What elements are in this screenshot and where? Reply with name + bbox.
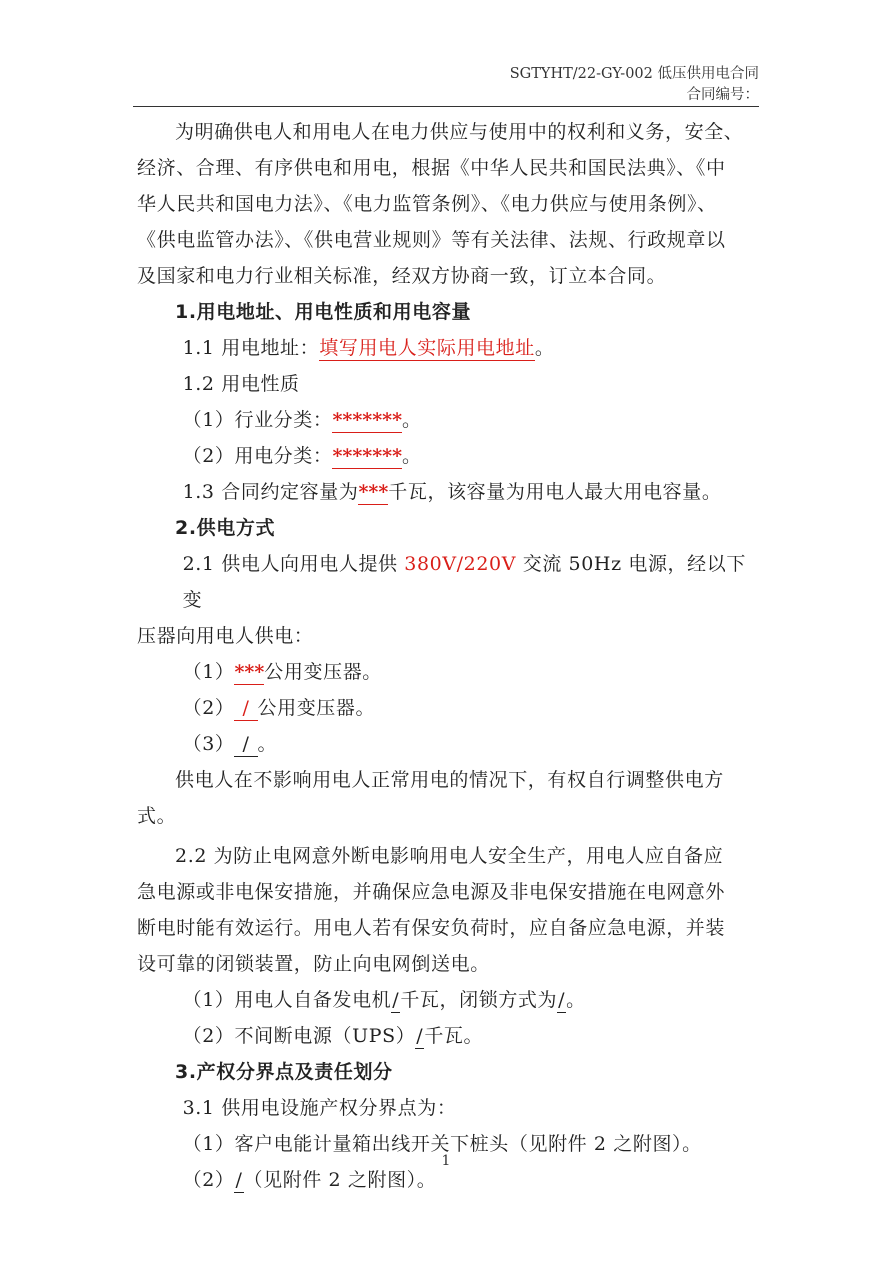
clause-2-1-text-a: 2.1 供电人向用电人提供 (182, 553, 405, 575)
address-field[interactable]: 填写用电人实际用电地址 (319, 337, 535, 359)
clause-2-1-cont: 压器向用电人供电： (137, 625, 314, 647)
transformer-2 (137, 690, 759, 726)
boundary-point-2-text: （见附件 2 之附图）。 (243, 1169, 437, 1191)
boundary-point-1: （1）客户电能计量箱出线开关下桩头（见附件 2 之附图）。 (182, 1133, 702, 1155)
capacity-field[interactable]: *** (358, 481, 389, 503)
clause-2-1-text-b: 交流 50Hz 电源，经以下变 (182, 553, 746, 611)
clause-1-1-end: 。 (534, 337, 555, 359)
transformer-2-text: 公用变压器。 (257, 697, 376, 719)
header-rule (133, 106, 759, 107)
section-2-heading: 2.供电方式 (175, 517, 276, 539)
ups-capacity-field[interactable]: / (416, 1025, 424, 1047)
clause-2-2-line-3: 断电时能有效运行。用电人若有保安负荷时，应自备应急电源，并装 (137, 917, 726, 939)
generator-capacity-field[interactable]: / (392, 989, 400, 1011)
document-header (510, 64, 759, 106)
transformer-1-field[interactable]: *** (234, 661, 265, 683)
boundary-point-2-field[interactable]: / (235, 1169, 243, 1191)
section-3-heading: 3.产权分界点及责任划分 (175, 1061, 393, 1083)
contract-title: SGTYHT/22-GY-002 低压供用电合同 (509, 66, 759, 82)
clause-1-2-1: （1）行业分类：*******。 (182, 409, 422, 431)
industry-label: （1）行业分类： (182, 409, 333, 431)
industry-field[interactable]: ******* (332, 409, 403, 431)
clause-3-1: 3.1 供用电设施产权分界点为： (182, 1097, 457, 1119)
clause-1-3-text-b: 千瓦，该容量为用电人最大用电容量。 (388, 481, 722, 503)
transformer-2-label: （2） (182, 697, 235, 719)
ups-text-b: 千瓦。 (424, 1025, 484, 1047)
intro-line-4: 《供电监管办法》、《供电营业规则》等有关法律、法规、行政规章以 (137, 229, 726, 251)
adjust-line-2: 式。 (137, 805, 177, 827)
lock-method-field[interactable]: / (558, 989, 566, 1011)
voltage-value: 380V/220V (404, 553, 517, 575)
clause-1-2: 1.2 用电性质 (182, 373, 300, 395)
clause-1-1 (137, 330, 759, 366)
intro-line-2: 经济、合理、有序供电和用电，根据《中华人民共和国民法典》、《中 (137, 157, 726, 179)
page-number: 1 (441, 1153, 451, 1169)
transformer-1 (137, 654, 759, 690)
transformer-3-field[interactable]: / (234, 733, 257, 757)
intro-line-3: 华人民共和国电力法》、《电力监管条例》、《电力供应与使用条例》、 (137, 193, 717, 215)
transformer-3 (137, 726, 759, 762)
generator-text-c: 。 (566, 989, 586, 1011)
clause-1-3-text-a: 1.3 合同约定容量为 (182, 481, 359, 503)
boundary-point-2-label: （2） (182, 1169, 235, 1191)
intro-line-1: 为明确供电人和用电人在电力供应与使用中的权利和义务，安全、 (175, 121, 744, 143)
clause-2-1 (137, 546, 759, 618)
usage-class-label: （2）用电分类： (182, 445, 333, 467)
transformer-3-label: （3） (182, 733, 235, 755)
generator-line (137, 982, 759, 1018)
clause-1-2-2: （2）用电分类：*******。 (182, 445, 422, 467)
intro-line-5: 及国家和电力行业相关标准，经双方协商一致，订立本合同。 (137, 265, 667, 287)
usage-class-field[interactable]: ******* (332, 445, 403, 467)
ups-line (137, 1018, 759, 1054)
transformer-2-field[interactable]: / (234, 697, 257, 721)
clause-1-1-label: 1.1 用电地址： (182, 337, 320, 359)
generator-text-b: 千瓦，闭锁方式为 (400, 989, 558, 1011)
clause-2-2-line-4: 设可靠的闭锁装置，防止向电网倒送电。 (137, 953, 490, 975)
section-1-heading: 1.用电地址、用电性质和用电容量 (175, 301, 472, 323)
contract-number-label: 合同编号： (686, 87, 759, 103)
generator-text-a: （1）用电人自备发电机 (182, 989, 392, 1011)
clause-2-2-line-2: 急电源或非电保安措施，并确保应急电源及非电保安措施在电网意外 (137, 881, 726, 903)
ups-text-a: （2）不间断电源（UPS） (182, 1025, 416, 1047)
transformer-1-label: （1） (182, 661, 235, 683)
clause-2-2-line-1: 2.2 为防止电网意外断电影响用电人安全生产，用电人应自备应 (175, 845, 724, 867)
transformer-1-text: 公用变压器。 (264, 661, 382, 683)
clause-1-3 (137, 474, 759, 510)
adjust-line-1: 供电人在不影响用电人正常用电的情况下，有权自行调整供电方 (175, 769, 724, 791)
transformer-3-text: 。 (257, 733, 278, 755)
document-body (137, 114, 759, 1198)
